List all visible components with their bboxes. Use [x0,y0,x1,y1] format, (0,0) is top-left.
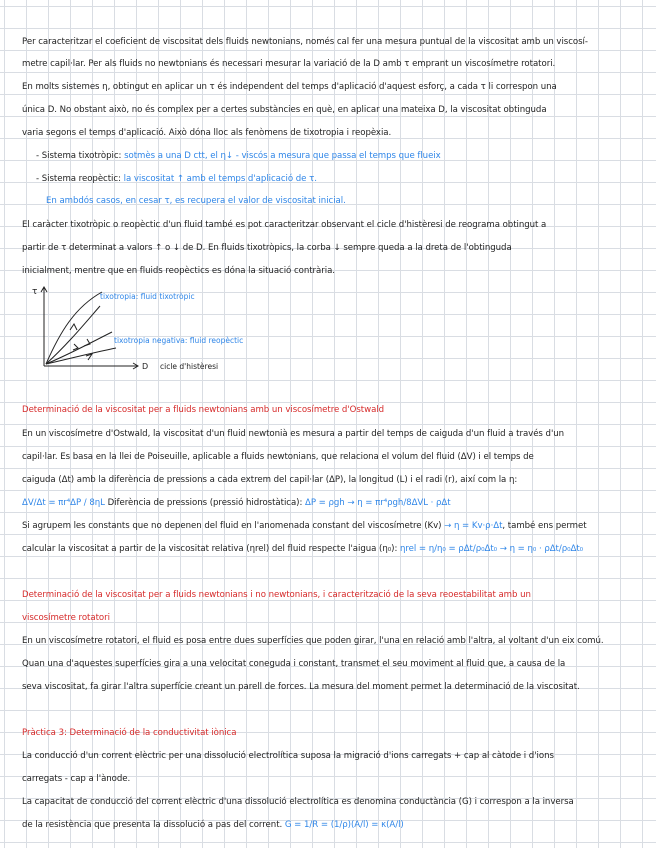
s2-line-2: Quan una d'aquestes superfícies gira a una velocitat coneguda i constant, transmet el seu moviment al fluid que, a causa de la [22,659,566,669]
p2-line-1: El caràcter tixotròpic o reopèctic d'un fluid també es pot caracteritzar observant el cicle d'histèresi de reograma obtingut a [22,220,547,230]
diagram-curve-up-2 [46,332,112,364]
diagram-curve-down-2 [46,348,116,364]
diagram-label-top: tixotropia: fluid tixotròpic [100,292,195,301]
p1-line-4: única D. No obstant això, no és complex per a certes substàncies en què, en aplicar una mateixa D, la viscositat obtinguda [22,105,547,115]
p2-line-3: inicialment, mentre que en fluids reopèctics es dóna la situació contrària. [22,266,335,276]
k-text: Si agrupem les constants que no depenen del fluid en l'anomenada constant del viscosímetre (Kv) [22,521,445,531]
bullet-tixotropic [36,150,648,162]
bullet-reopectic-label: - Sistema reopèctic: [36,174,124,184]
rel-formula: ηrel = η/η₀ = ρΔt/ρ₀Δt₀ → η = η₀ · ρΔt/ρ₀Δt₀ [399,544,584,554]
s3-line-3: La capacitat de conducció del corrent elèctric d'una dissolució electrolítica es denomina conductància (G) i correspon a la inversa [22,797,574,807]
k-formula: → η = Kv·ρ·Δt [444,521,503,531]
s2-line-1: En un viscosímetre rotatori, el fluid es posa entre dues superfícies que poden girar, l'una en relació amb l'altra, al voltant d'un eix comú. [22,636,604,646]
bullet-reopectic-text: la viscositat ↑ amb el temps d'aplicació de τ. [123,174,317,184]
bullet-tixotropic-label: - Sistema tixotròpic: [36,151,125,161]
p1-line-3: En molts sistemes η, obtingut en aplicar un τ és independent del temps d'aplicació d'aquest esforç, a cada τ li correspon una [22,82,557,92]
bullet-tixotropic-text: sotmès a una D ctt, el η↓ - viscós a mesura que passa el temps que flueix [124,151,441,161]
diagram-curve-down-1 [46,306,100,364]
s2-line-3: seva viscositat, fa girar l'altra superfície creant un parell de forces. La mesura del moment permet la determinació de la viscositat. [22,682,580,692]
diagram-label-bottom: tixotropia negativa: fluid reopèctic [114,336,244,345]
s1-line-1: En un viscosímetre d'Ostwald, la viscositat d'un fluid newtonià es mesura a partir del temps de caiguda d'un fluid a través d'un [22,429,565,439]
note-line: En ambdós casos, en cesar τ, es recupera el valor de viscositat inicial. [46,196,346,206]
hysteresis-diagram [30,282,290,372]
s1-formula-line [22,497,634,509]
s2-heading-2: viscosímetre rotatori [22,613,110,623]
s3-line-1: La conducció d'un corrent elèctric per una dissolució electrolítica suposa la migració d'ions carregats + cap al càtode i d'ions [22,751,554,761]
s3-line-4 [22,819,634,831]
diagram-arrow-3 [84,339,90,346]
diagram-arrow-1 [70,324,77,330]
p1-line-2: metre capil·lar. Per als fluids no newtonians és necessari mesurar la variació de la D amb τ emprant un viscosímetre rotatori. [22,59,556,69]
p1-line-5: varia segons el temps d'aplicació. Això dóna lloc als fenòmens de tixotropia i reopèxia. [22,128,392,138]
s3-heading: Pràctica 3: Determinació de la conductivitat iònica [22,728,237,738]
diagram-y-axis-label: τ [32,287,38,297]
conductance-formula: G = 1/R = (1/ρ)(A/l) = κ(A/l) [284,820,404,830]
pressure-text: Diferència de pressions (pressió hidrostàtica): [104,498,305,508]
s1-k-line [22,520,634,532]
diagram-label-x: cicle d'histèresi [160,362,219,371]
rel-text: calcular la viscositat a partir de la viscositat relativa (ηrel) del fluid respecte l'aigua (η₀): [22,544,400,554]
k-text-end: , també ens permet [502,521,587,531]
s1-rel-line [22,543,634,555]
p2-line-2: partir de τ determinat a valors ↑ o ↓ de D. En fluids tixotròpics, la corba ↓ sempre queda a la dreta de l'obtinguda [22,243,512,253]
s3-line-2: carregats - cap a l'ànode. [22,774,131,784]
pressure-formula: ΔP = ρgh → η = πr⁴ρgh/8ΔVL · ρΔt [305,498,451,508]
s1-heading: Determinació de la viscositat per a fluids newtonians amb un viscosímetre d'Ostwald [22,405,385,415]
bullet-reopectic [36,173,648,185]
p1-line-1: Per caracteritzar el coeficient de viscositat dels fluids newtonians, només cal fer una mesura puntual de la viscositat amb un viscosí- [22,37,588,47]
poiseuille-formula: ΔV/Δt = πr⁴ΔP / 8ηL [22,498,105,508]
s1-line-2: capil·lar. Es basa en la llei de Poiseuille, aplicable a fluids newtonians, que relaciona el volum del fluid (ΔV) i el temps de [22,452,534,462]
s2-heading-1: Determinació de la viscositat per a fluids newtonians i no newtonians, i caracterització de la seva reoestabilitat amb un [22,590,531,600]
s1-line-3: caiguda (Δt) amb la diferència de pressions a cada extrem del capil·lar (ΔP), la longitud (L) i el radi (r), així com la η: [22,475,518,485]
s3-line-4-text: de la resistència que presenta la dissolució a pas del corrent. [22,820,285,830]
diagram-x-axis-label: D [142,362,149,371]
